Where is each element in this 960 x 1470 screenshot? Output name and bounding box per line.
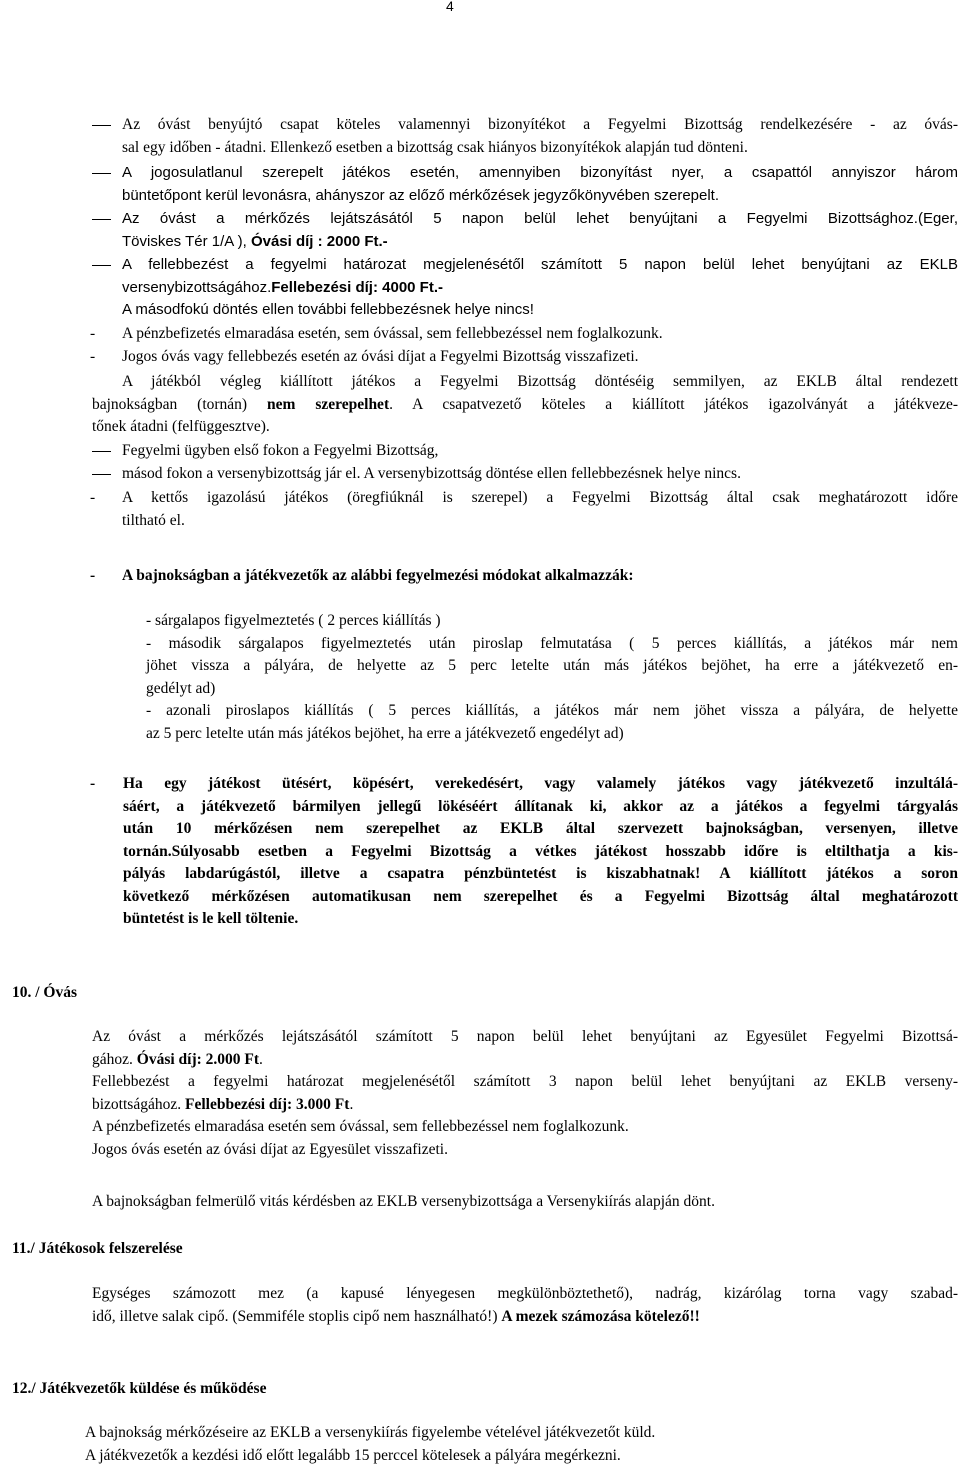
text-line: - második sárgalapos figyelmeztetés után piroslap felmutatása ( 5 perces kiállítás, a játékos már nem <box>146 634 958 652</box>
hyphen-bullet: - <box>90 325 96 342</box>
text-line: büntetőpont kerül levonásra, ahányszor az előző mérkőzések jegyzőkönyvében szerepelt. <box>122 186 720 204</box>
text-span: gához. <box>92 1050 137 1068</box>
text-line: A fellebbezést a fegyelmi határozat megjelenésétől számított 5 napon belül lehet benyújtani az EKLB <box>122 256 958 273</box>
list-item-protest-deadline <box>92 208 958 253</box>
hyphen-bullet: - <box>90 775 96 792</box>
text-span: idő, illetve salak cipő. (Semmiféle stoplis cipő nem használható!) <box>92 1307 502 1325</box>
hyphen-item-referee-methods <box>90 565 956 588</box>
list-item-unauthorized-player <box>92 162 958 207</box>
text-line: - azonali piroslapos kiállítás ( 5 perces kiállítás, a játékos már nem jöhet vissza a pályára, de helyette <box>146 702 958 719</box>
text-line <box>92 1094 958 1117</box>
text-line: tiltható el. <box>122 512 185 529</box>
text-line: Egységes számozott mez (a kapusé lényegesen megkülönböztethető), nadrág, kizárólag torna vagy szabad- <box>92 1285 958 1302</box>
text-span: bajnokságban (tornán) <box>92 395 268 413</box>
hyphen-bullet: - <box>90 567 96 584</box>
text-line: jöhet vissza a pályára, de helyette az 5 perc letelte után más játékos bejöhet, ha erre a játékvezető en- <box>146 657 958 674</box>
hyphen-item-refund <box>90 346 956 369</box>
text-line: sal egy időben - átadni. Ellenkező esetben a bizottság csak hiányos bizonyítékok alapján tud dönteni. <box>122 138 748 156</box>
appeal-fee: Fellebezési díj: 4000 Ft.- <box>271 278 443 296</box>
section-12-heading: 12./ Játékvezetők küldése és működése <box>12 1380 267 1397</box>
text-line: tornán.Súlyosabb esetben a Fegyelmi Bizottság a vétkes játékost hosszabb időre is eltilthatja a kis- <box>123 842 958 860</box>
text-span: . <box>349 1095 354 1113</box>
list-item-first-instance <box>92 440 958 463</box>
list-item-appeal <box>92 254 958 322</box>
text-line: Jogos óvás esetén az óvási díjat az Egyesület visszafizeti. <box>92 1140 448 1158</box>
sublist-card-penalties <box>146 610 958 745</box>
section-12-body <box>85 1422 951 1467</box>
section-11-heading: 11./ Játékosok felszerelése <box>12 1240 183 1257</box>
text-line: pályás labdarúgástól, illetve a csapatra pénzbüntetést is kiszabhatnak! A kiállított játékos a soron <box>123 865 958 882</box>
list-item-evidence <box>92 114 958 159</box>
text-line: Az óvást benyújtó csapat köteles valamennyi bizonyítékot a Fegyelmi Bizottság rendelkezésére - az óvás- <box>122 116 958 133</box>
paragraph-expelled-player <box>92 371 958 439</box>
text-line: sáért, a játékvezető bármilyen jellegű lökéséért állítanak ki, akkor az a játékos a fegyelmi tárgyalás <box>123 797 958 815</box>
text-line: Ha egy játékost ütésért, köpésért, verekedésért, vagy valamely játékos vagy játékvezető inzultálá- <box>123 775 958 792</box>
text-span: bizottságához. <box>92 1095 185 1113</box>
dash-bullet <box>92 265 111 266</box>
text-line: büntetést is le kell töltenie. <box>123 910 299 927</box>
text-line: A kettős igazolású játékos (öregfiúknál is szerepel) a Fegyelmi Bizottság által csak meghatározott időre <box>122 489 958 506</box>
text-line: A pénzbefizetés elmaradása esetén sem óvással, sem fellebbezéssel nem foglalkozunk. <box>92 1118 629 1135</box>
text-line: gedélyt ad) <box>146 679 216 697</box>
appeal-fee: Fellebbezési díj: 3.000 Ft <box>184 1095 350 1113</box>
hyphen-bullet: - <box>90 348 96 365</box>
text-line: A játékvezetők a kezdési idő előtt legalább 15 perccel kötelesek a pályára megérkezni. <box>85 1446 621 1464</box>
page-number: 4 <box>446 0 454 14</box>
list-item-second-instance <box>92 463 958 486</box>
text-line: Az óvást a mérkőzés lejátszásától számított 5 napon belül lehet benyújtani az Egyesület Fegyelmi Bizottsá- <box>92 1028 958 1045</box>
text-line: A jogosulatlanul szerepelt játékos esetén, amennyiben bizonyítást nyer, a csapattól annyiszor három <box>122 164 958 181</box>
text-line: A bajnokságban a játékvezetők az alábbi fegyelmezési módokat alkalmazzák: <box>122 567 634 584</box>
hyphen-bullet: - <box>90 489 96 506</box>
text-span: . <box>259 1050 263 1068</box>
bold-text: A mezek számozása kötelező!! <box>501 1307 700 1325</box>
section-10-heading: 10. / Óvás <box>12 984 78 1001</box>
text-line: Az óvást a mérkőzés lejátszásától 5 napon belül lehet benyújtani a Fegyelmi Bizottsághoz.(Eger, <box>122 210 958 227</box>
text-line: másod fokon a versenybizottság jár el. A versenybizottság döntése ellen fellebbezésnek helye nincs. <box>122 465 741 482</box>
dash-bullet <box>92 173 111 174</box>
hyphen-item-assault-penalty <box>90 773 958 927</box>
protest-fee: Óvási díj: 2.000 Ft <box>136 1050 260 1068</box>
text-line <box>122 231 958 254</box>
dash-bullet <box>92 451 111 452</box>
section-10-body <box>92 1026 958 1161</box>
text-line: Fegyelmi ügyben első fokon a Fegyelmi Bizottság, <box>122 442 439 459</box>
text-line: az 5 perc letelte után más játékos bejöhet, ha erre a játékvezető engedélyt ad) <box>146 724 624 742</box>
text-line: után 10 mérkőzésen nem szerepelhet az EKLB által szervezett bajnokságban, versenyen, illetve <box>123 820 958 837</box>
text-line: Fellebbezést a fegyelmi határozat megjelenésétől számított 3 napon belül lehet benyújtani az EKLB verseny- <box>92 1073 958 1090</box>
text-line <box>92 394 958 417</box>
section-10-note: A bajnokságban felmerülő vitás kérdésben az EKLB versenybizottsága a Versenykiírás alapján dönt. <box>92 1193 715 1210</box>
text-line: tőnek átadni (felfüggesztve). <box>92 418 270 435</box>
bold-text: nem szerepelhet <box>267 395 390 413</box>
dash-bullet <box>92 219 111 220</box>
dash-bullet <box>92 474 111 475</box>
protest-fee: Óvási díj : 2000 Ft.- <box>250 232 388 250</box>
text-span: versenybizottságához. <box>122 278 272 296</box>
text-line: Jogos óvás vagy fellebbezés esetén az óvási díjat a Fegyelmi Bizottság visszafizeti. <box>122 348 639 365</box>
text-span: Töviskes Tér 1/A ), <box>122 232 251 250</box>
text-line: A bajnokság mérkőzéseire az EKLB a versenykiírás figyelembe vételével játékvezetőt küld. <box>85 1424 656 1441</box>
text-line <box>92 1049 958 1072</box>
text-line: A pénzbefizetés elmaradása esetén, sem óvással, sem fellebbezéssel nem foglalkozunk. <box>122 325 663 342</box>
text-line: következő mérkőzésen automatikusan nem szerepelhet és a Fegyelmi Bizottság által meghatározott <box>123 887 958 905</box>
hyphen-item-payment <box>90 323 956 346</box>
text-line: - sárgalapos figyelmeztetés ( 2 perces kiállítás ) <box>146 612 441 629</box>
hyphen-item-double-registration <box>90 487 958 529</box>
text-line <box>92 1306 958 1329</box>
dash-bullet <box>92 125 111 126</box>
section-11-body <box>92 1283 958 1328</box>
text-line: A másodfokú döntés ellen további fellebbezésnek helye nincs! <box>122 301 534 318</box>
text-span: . A csapatvezető köteles a kiállított játékos igazolványát a játékveze- <box>389 395 958 413</box>
text-line <box>122 277 958 300</box>
text-line: A játékból végleg kiállított játékos a Fegyelmi Bizottság döntéséig semmilyen, az EKLB által rendezett <box>122 373 958 390</box>
